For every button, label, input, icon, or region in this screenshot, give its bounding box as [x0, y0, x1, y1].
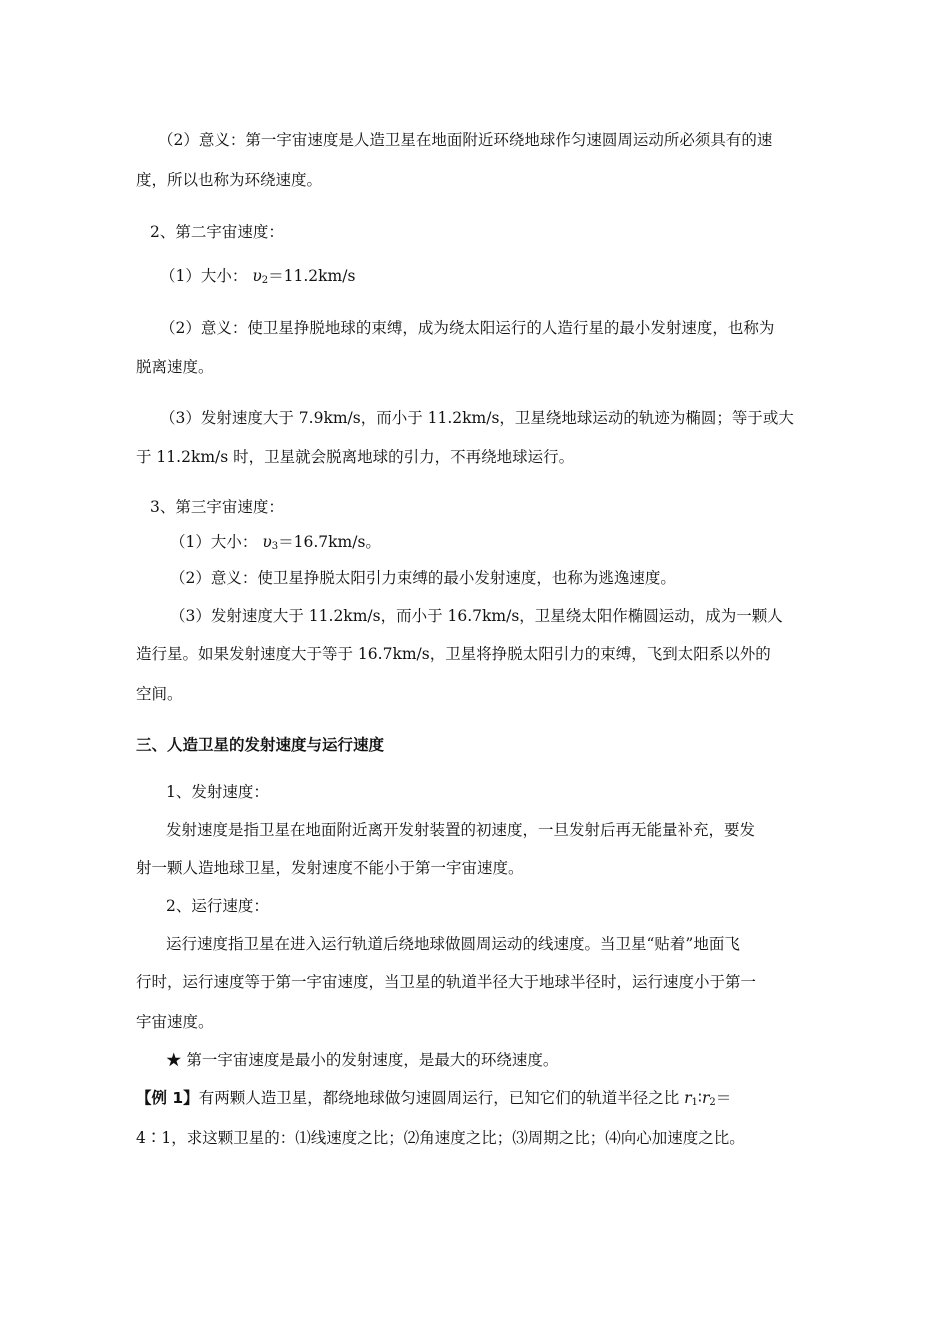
example-r2-subscript: 2	[709, 1097, 716, 1108]
s3-title: 3、第三宇宙速度：	[150, 498, 284, 516]
orbit-text-line-2: 行时，运行速度等于第一宇宙速度，当卫星的轨道半径大于地球半径时，运行速度小于第一	[136, 973, 757, 991]
orbit-title: 2、运行速度：	[166, 897, 269, 915]
s2-meaning-line-1: （2）意义：使卫星挣脱地球的束缚，成为绕太阳运行的人造行星的最小发射速度，也称为	[160, 319, 775, 337]
example-r1-subscript: 1	[691, 1097, 698, 1108]
s2-size-subscript: 2	[261, 275, 269, 286]
s2-title: 2、第二宇宙速度：	[150, 223, 284, 241]
star-note: ★ 第一宇宙速度是最小的发射速度，是最大的环绕速度。	[166, 1051, 559, 1069]
s3-note-line-2: 造行星。如果发射速度大于等于 16.7km/s，卫星将挣脱太阳引力的束缚，飞到太阳系以外的	[136, 645, 771, 663]
example-1-line-2: 4∶1，求这颗卫星的：⑴线速度之比；⑵角速度之比；⑶周期之比；⑷向心加速度之比。	[136, 1129, 745, 1147]
s2-size-prefix: （1）大小：	[160, 267, 248, 285]
s3-size-value: ＝16.7km/s。	[278, 533, 381, 551]
s2-note-line-1: （3）发射速度大于 7.9km/s，而小于 11.2km/s，卫星绕地球运动的轨迹为椭圆；等于或大	[160, 409, 794, 427]
s1-meaning-line-2: 度，所以也称为环绕速度。	[136, 171, 323, 189]
example-r1-symbol: r	[684, 1089, 692, 1107]
s2-size	[160, 264, 355, 286]
s3-meaning: （2）意义：使卫星挣脱太阳引力束缚的最小发射速度，也称为逃逸速度。	[170, 569, 676, 587]
example-equals: ＝	[715, 1089, 732, 1107]
s3-note-line-3: 空间。	[136, 685, 183, 703]
example-1-line-1	[136, 1086, 731, 1108]
section-3-heading: 三、人造卫星的发射速度与运行速度	[136, 736, 385, 754]
s3-size-symbol: υ	[262, 533, 272, 551]
s2-size-value: ＝11.2km/s	[268, 267, 356, 285]
s3-note-line-1: （3）发射速度大于 11.2km/s，而小于 16.7km/s，卫星绕太阳作椭圆运动，成为一颗人	[170, 607, 783, 625]
s2-size-symbol: υ	[252, 267, 262, 285]
example-colon: ∶	[697, 1089, 702, 1107]
example-text-a: 有两颗人造卫星，都绕地球做匀速圆周运行，已知它们的轨道半径之比	[198, 1089, 685, 1107]
example-r2-symbol: r	[701, 1089, 710, 1107]
launch-text-line-1: 发射速度是指卫星在地面附近离开发射装置的初速度，一旦发射后再无能量补充，要发	[166, 821, 756, 839]
s3-size	[170, 530, 381, 552]
s1-meaning-line-1: （2）意义：第一宇宙速度是人造卫星在地面附近环绕地球作匀速圆周运动所必须具有的速	[158, 131, 773, 149]
launch-text-line-2: 射一颗人造地球卫星，发射速度不能小于第一宇宙速度。	[136, 859, 524, 877]
s2-meaning-line-2: 脱离速度。	[136, 358, 214, 376]
s2-note-line-2: 于 11.2km/s 时，卫星就会脱离地球的引力，不再绕地球运行。	[136, 448, 575, 466]
s3-size-subscript: 3	[271, 541, 279, 552]
s3-size-prefix: （1）大小：	[170, 533, 258, 551]
orbit-text-line-3: 宇宙速度。	[136, 1013, 214, 1031]
launch-title: 1、发射速度：	[166, 783, 269, 801]
orbit-text-line-1: 运行速度指卫星在进入运行轨道后绕地球做圆周运动的线速度。当卫星“贴着”地面飞	[166, 935, 740, 953]
example-label: 【例 1】	[136, 1089, 199, 1107]
